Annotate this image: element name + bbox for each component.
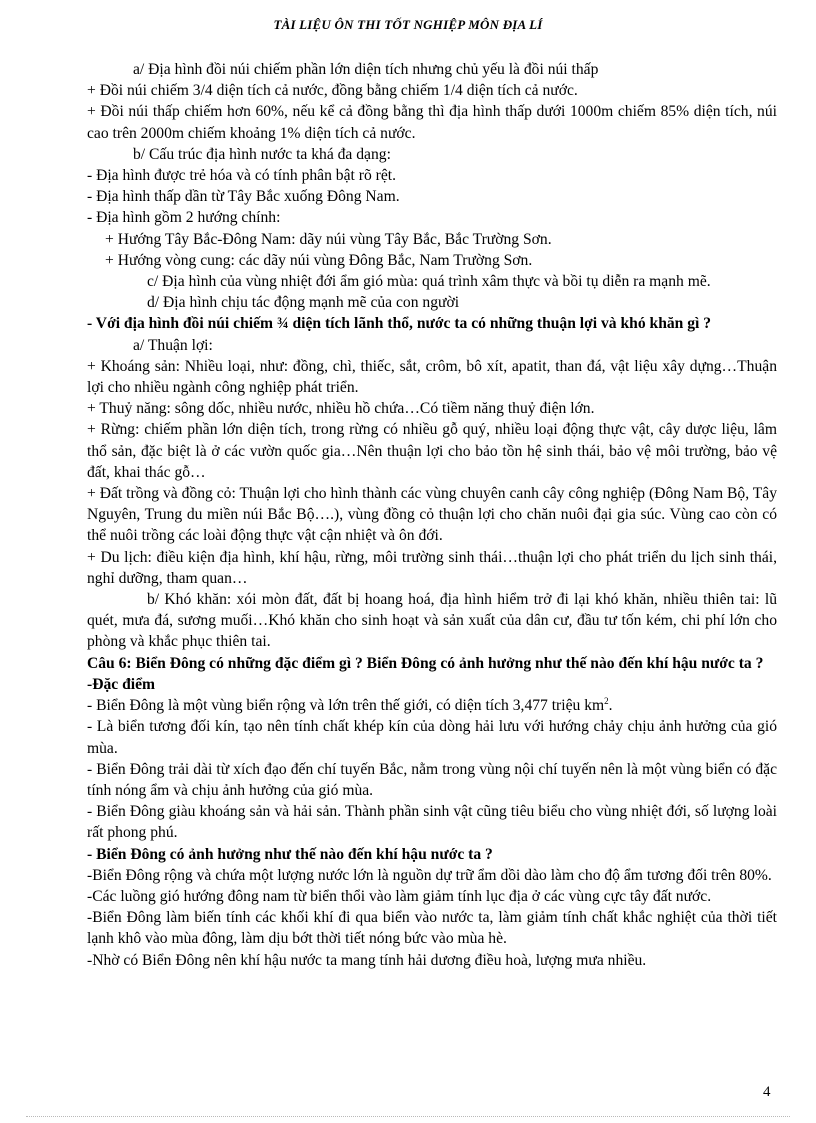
paragraph: + Thuỷ năng: sông dốc, nhiều nước, nhiều hồ chứa…Có tiềm năng thuỷ điện lớn. [87,400,595,418]
paragraph: - Địa hình gồm 2 hướng chính: [87,209,281,227]
footer-divider [26,1116,790,1117]
paragraph: + Rừng: chiếm phần lớn diện tích, trong rừng có nhiều gỗ quý, nhiều loại động thực vật, cây dược liệu, lâm thổ sản, đặc biệt là ở các vườn quốc gia…Nên thuận lợi cho bảo tồn hệ sinh thái, bảo vệ môi trường, bảo vệ đất, khai thác gỗ… [87,421,777,481]
paragraph-text: - Biển Đông là một vùng biển rộng và lớn trên thế giới, có diện tích 3,477 triệu km [87,697,605,715]
paragraph: - Biển Đông giàu khoáng sản và hải sản. Thành phần sinh vật cũng tiêu biểu cho vùng nhiệt đới, số lượng loài rất phong phú. [87,803,777,842]
paragraph: d/ Địa hình chịu tác động mạnh mẽ của con người [147,294,460,312]
paragraph: - Biển Đông trải dài từ xích đạo đến chí tuyến Bắc, nằm trong vùng nội chí tuyến nên là một vùng biển có đặc tính nóng ẩm và chịu ảnh hưởng của gió mùa. [87,760,777,799]
paragraph [87,695,777,716]
paragraph: + Đồi núi thấp chiếm hơn 60%, nếu kể cả đồng bằng thì địa hình thấp dưới 1000m chiếm 85% diện tích, núi cao trên 2000m chiếm khoảng 1% diện tích cả nước. [87,103,777,142]
paragraph: c/ Địa hình của vùng nhiệt đới ẩm gió mùa: quá trình xâm thực và bồi tụ diễn ra mạnh mẽ. [147,273,711,291]
page-header: TÀI LIỆU ÔN THI TỐT NGHIỆP MÔN ĐỊA LÍ [273,17,543,32]
section-heading: - Với địa hình đồi núi chiếm ¾ diện tích lãnh thổ, nước ta có những thuận lợi và khó khăn gì ? [87,315,712,333]
superscript: 2 [604,695,609,706]
paragraph: + Hướng Tây Bắc-Đông Nam: dãy núi vùng Tây Bắc, Bắc Trường Sơn. [105,230,552,248]
paragraph: -Biển Đông rộng và chứa một lượng nước lớn là nguồn dự trữ ẩm dồi dào làm cho độ ẩm tương đối trên 80%. [87,866,772,884]
paragraph: a/ Địa hình đồi núi chiếm phần lớn diện tích nhưng chủ yếu là đồi núi thấp [133,61,599,78]
paragraph: + Đất trồng và đồng cỏ: Thuận lợi cho hình thành các vùng chuyên canh cây công nghiệp (Đông Nam Bộ, Tây Nguyên, Trung du miền núi Bắc Bộ….), vùng đồng cỏ thuận lợi cho chăn nuôi đại gia súc. Vùng cao còn có thể nuôi trồng các loài động thực vật cận nhiệt và ôn đới. [87,485,777,545]
paragraph: + Khoáng sản: Nhiều loại, như: đồng, chì, thiếc, sắt, crôm, bô xít, apatit, than đá, vật liệu xây dựng…Thuận lợi cho nhiều ngành công nghiệp phát triển. [87,357,777,397]
document-body [87,59,777,971]
paragraph-end: . [608,697,613,715]
paragraph: + Đồi núi chiếm 3/4 diện tích cả nước, đồng bằng chiếm 1/4 diện tích cả nước. [87,82,578,100]
question-heading: Câu 6: Biển Đông có những đặc điểm gì ? Biển Đông có ảnh hưởng như thế nào đến khí hậu nước ta ? [87,654,764,672]
paragraph: + Hướng vòng cung: các dãy núi vùng Đông Bắc, Nam Trường Sơn. [105,251,533,269]
paragraph: -Biển Đông làm biến tính các khối khí đi qua biển vào nước ta, làm giảm tính chất khắc nghiệt của thời tiết lạnh khô vào mùa đông, làm dịu bớt thời tiết nóng bức vào mùa hè. [87,909,777,948]
paragraph: b/ Khó khăn: xói mòn đất, đất bị hoang hoá, địa hình hiểm trở đi lại khó khăn, nhiều thiên tai: lũ quét, mưa đá, sương muối…Khó khăn cho sinh hoạt và sản xuất của dân cư, đầu tư tốn kém, chi phí lớn cho phòng và khắc phục thiên tai. [87,591,777,651]
paragraph: + Du lịch: điều kiện địa hình, khí hậu, rừng, môi trường sinh thái…thuận lợi cho phát triển du lịch sinh thái, nghỉ dưỡng, tham quan… [87,548,777,587]
paragraph: a/ Thuận lợi: [133,336,213,354]
subsection-heading: -Đặc điểm [87,675,155,693]
paragraph: - Địa hình thấp dần từ Tây Bắc xuống Đông Nam. [87,188,400,206]
paragraph: b/ Cấu trúc địa hình nước ta khá đa dạng: [133,145,391,163]
subsection-heading: - Biển Đông có ảnh hưởng như thế nào đến khí hậu nước ta ? [87,845,493,863]
page-number: 4 [763,1084,771,1100]
paragraph: -Nhờ có Biển Đông nên khí hậu nước ta mang tính hải dương điều hoà, lượng mưa nhiều. [87,951,647,969]
paragraph: -Các luồng gió hướng đông nam từ biển thổi vào làm giảm tính lục địa ở các vùng cực tây đất nước. [87,887,712,905]
paragraph: - Là biển tương đối kín, tạo nên tính chất khép kín của dòng hải lưu với hướng chảy chịu ảnh hưởng của gió mùa. [87,718,777,757]
paragraph: - Địa hình được trẻ hóa và có tính phân bật rõ rệt. [87,167,396,185]
